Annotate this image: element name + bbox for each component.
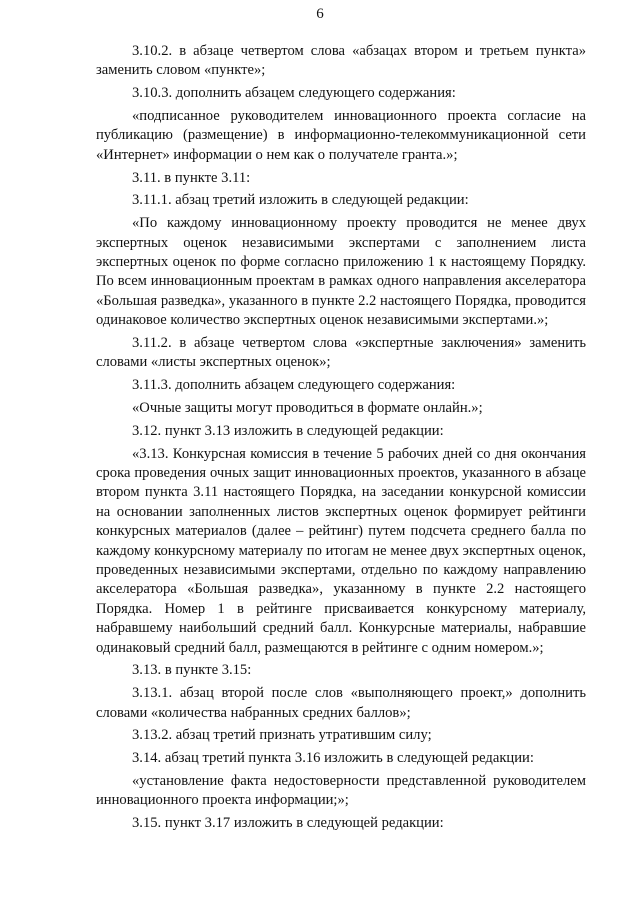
quoted-paragraph-falsity: «установление факта недостоверности представленной руководителем инновационного проекта информации;»; (96, 773, 586, 809)
paragraph-3-13-2: 3.13.2. абзац третий признать утратившим силу; (132, 727, 432, 744)
quoted-paragraph-3-13-rating: «3.13. Конкурсная комиссия в течение 5 рабочих дней со дня окончания срока проведения очных защит инновационных проектов, указанного в абзаце втором пункта 3.11 настоящего Порядка, на заседании конкурсной комиссии на основании заполненных листов экспертных оценок формирует рейтинги конкурсных материалов (далее – рейтинг) путем подсчета среднего балла по каждому конкурсному материалу по итогам не менее двух экспертных оценок, проведенных независимыми экспертами, отдельно по каждому направлению акселератора «Большая разведка», указанному в пункте 2.2 настоящего Порядка. Номер 1 в рейтинге присваивается конкурсному материалу, набравшему наибольший средний балл. Конкурсные материалы, набравшие одинаковый средний балл, размещаются в рейтинге с одним номером.»; (96, 445, 586, 656)
paragraph-3-11-1: 3.11.1. абзац третий изложить в следующей редакции: (132, 192, 469, 209)
paragraph-3-13-1: 3.13.1. абзац второй после слов «выполняющего проект,» дополнить словами «количества набранных средних баллов»; (96, 685, 586, 721)
quoted-paragraph-online: «Очные защиты могут проводиться в формате онлайн.»; (132, 400, 483, 417)
paragraph-3-10-3: 3.10.3. дополнить абзацем следующего содержания: (132, 85, 456, 102)
paragraph-3-15: 3.15. пункт 3.17 изложить в следующей редакции: (132, 815, 444, 832)
paragraph-3-11: 3.11. в пункте 3.11: (132, 169, 251, 186)
document-body (96, 42, 586, 834)
paragraph-3-10-2: 3.10.2. в абзаце четвертом слова «абзацах втором и третьем пункта» заменить словом «пункте»; (96, 43, 586, 79)
paragraph-3-11-3: 3.11.3. дополнить абзацем следующего содержания: (132, 377, 456, 394)
paragraph-3-11-2: 3.11.2. в абзаце четвертом слова «экспертные заключения» заменить словами «листы экспертных оценок»; (96, 335, 586, 371)
paragraph-3-12: 3.12. пункт 3.13 изложить в следующей редакции: (132, 422, 444, 439)
quoted-paragraph-expert-evaluations: «По каждому инновационному проекту проводится не менее двух экспертных оценок независимыми экспертами с заполнением листа экспертных оценок по форме согласно приложению 1 к настоящему Порядку. По всем инновационным проектам в рамках одного направления акселератора «Большая разведка», указанного в пункте 2.2 настоящего Порядка, проводится одинаковое количество экспертных оценок независимыми экспертами.»; (96, 215, 586, 329)
page-number: 6 (316, 6, 324, 22)
quoted-paragraph-consent: «подписанное руководителем инновационного проекта согласие на публикацию (размещение) в информационно-телекоммуникационной сети «Интернет» информации о нем как о получателе гранта.»; (96, 108, 586, 163)
paragraph-3-14: 3.14. абзац третий пункта 3.16 изложить в следующей редакции: (132, 750, 534, 767)
paragraph-3-13: 3.13. в пункте 3.15: (132, 662, 252, 679)
